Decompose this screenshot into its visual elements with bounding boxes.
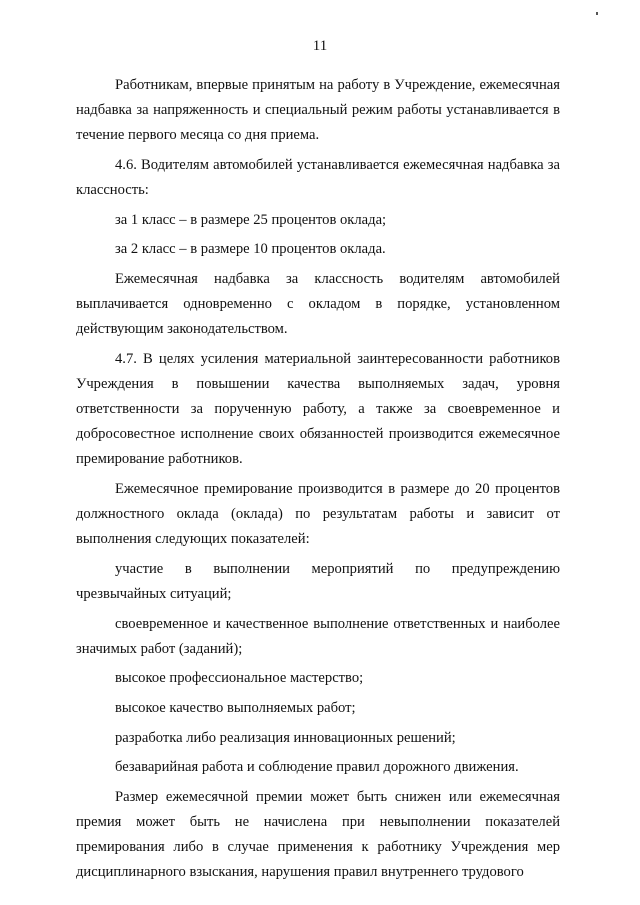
page-number: 11 bbox=[312, 38, 328, 54]
scan-speck bbox=[596, 12, 598, 15]
list-item-class-1: за 1 класс – в размере 25 процентов оклада; bbox=[115, 211, 387, 228]
paragraph-bonus-size: Ежемесячное премирование производится в размере до 20 процентов должностного оклада (оклада) по результатам работы и зависит от выполнения следующих показателей: bbox=[76, 480, 560, 548]
paragraph-4-7-bonus: 4.7. В целях усиления материальной заинтересованности работников Учреждения в повышении качества выполняемых задач, уровня ответственности за порученную работу, а также за своевременное и добросовестное исполнение своих обязанностей производится ежемесячное премирование работников. bbox=[76, 350, 560, 468]
paragraph-bonus-reduction: Размер ежемесячной премии может быть снижен или ежемесячная премия может быть не начислена при невыполнении показателей премирования либо в случае применения к работнику Учреждения мер дисциплинарного взыскания, нарушения правил внутреннего трудового bbox=[76, 789, 560, 881]
document-body bbox=[76, 73, 560, 886]
list-item-class-2: за 2 класс – в размере 10 процентов оклада. bbox=[115, 241, 386, 258]
list-item-innovation: разработка либо реализация инновационных решений; bbox=[115, 729, 456, 746]
paragraph-allowance-payment: Ежемесячная надбавка за классность водителям автомобилей выплачивается одновременно с окладом в порядке, установленном действующим законодательством. bbox=[76, 271, 560, 338]
list-item-accident-free: безаварийная работа и соблюдение правил дорожного движения. bbox=[115, 759, 519, 776]
paragraph-4-6-drivers-allowance: 4.6. Водителям автомобилей устанавливается ежемесячная надбавка за классность: bbox=[76, 156, 560, 198]
paragraph-new-employees-allowance: Работникам, впервые принятым на работу в Учреждение, ежемесячная надбавка за напряженность и специальный режим работы устанавливается в течение первого месяца со дня приема. bbox=[76, 77, 560, 144]
list-item-emergency-prevention: участие в выполнении мероприятий по предупреждению чрезвычайных ситуаций; bbox=[76, 560, 560, 602]
list-item-responsible-work: своевременное и качественное выполнение ответственных и наиболее значимых работ (заданий); bbox=[76, 615, 560, 657]
list-item-work-quality: высокое качество выполняемых работ; bbox=[115, 700, 356, 717]
list-item-mastery: высокое профессиональное мастерство; bbox=[115, 670, 364, 687]
